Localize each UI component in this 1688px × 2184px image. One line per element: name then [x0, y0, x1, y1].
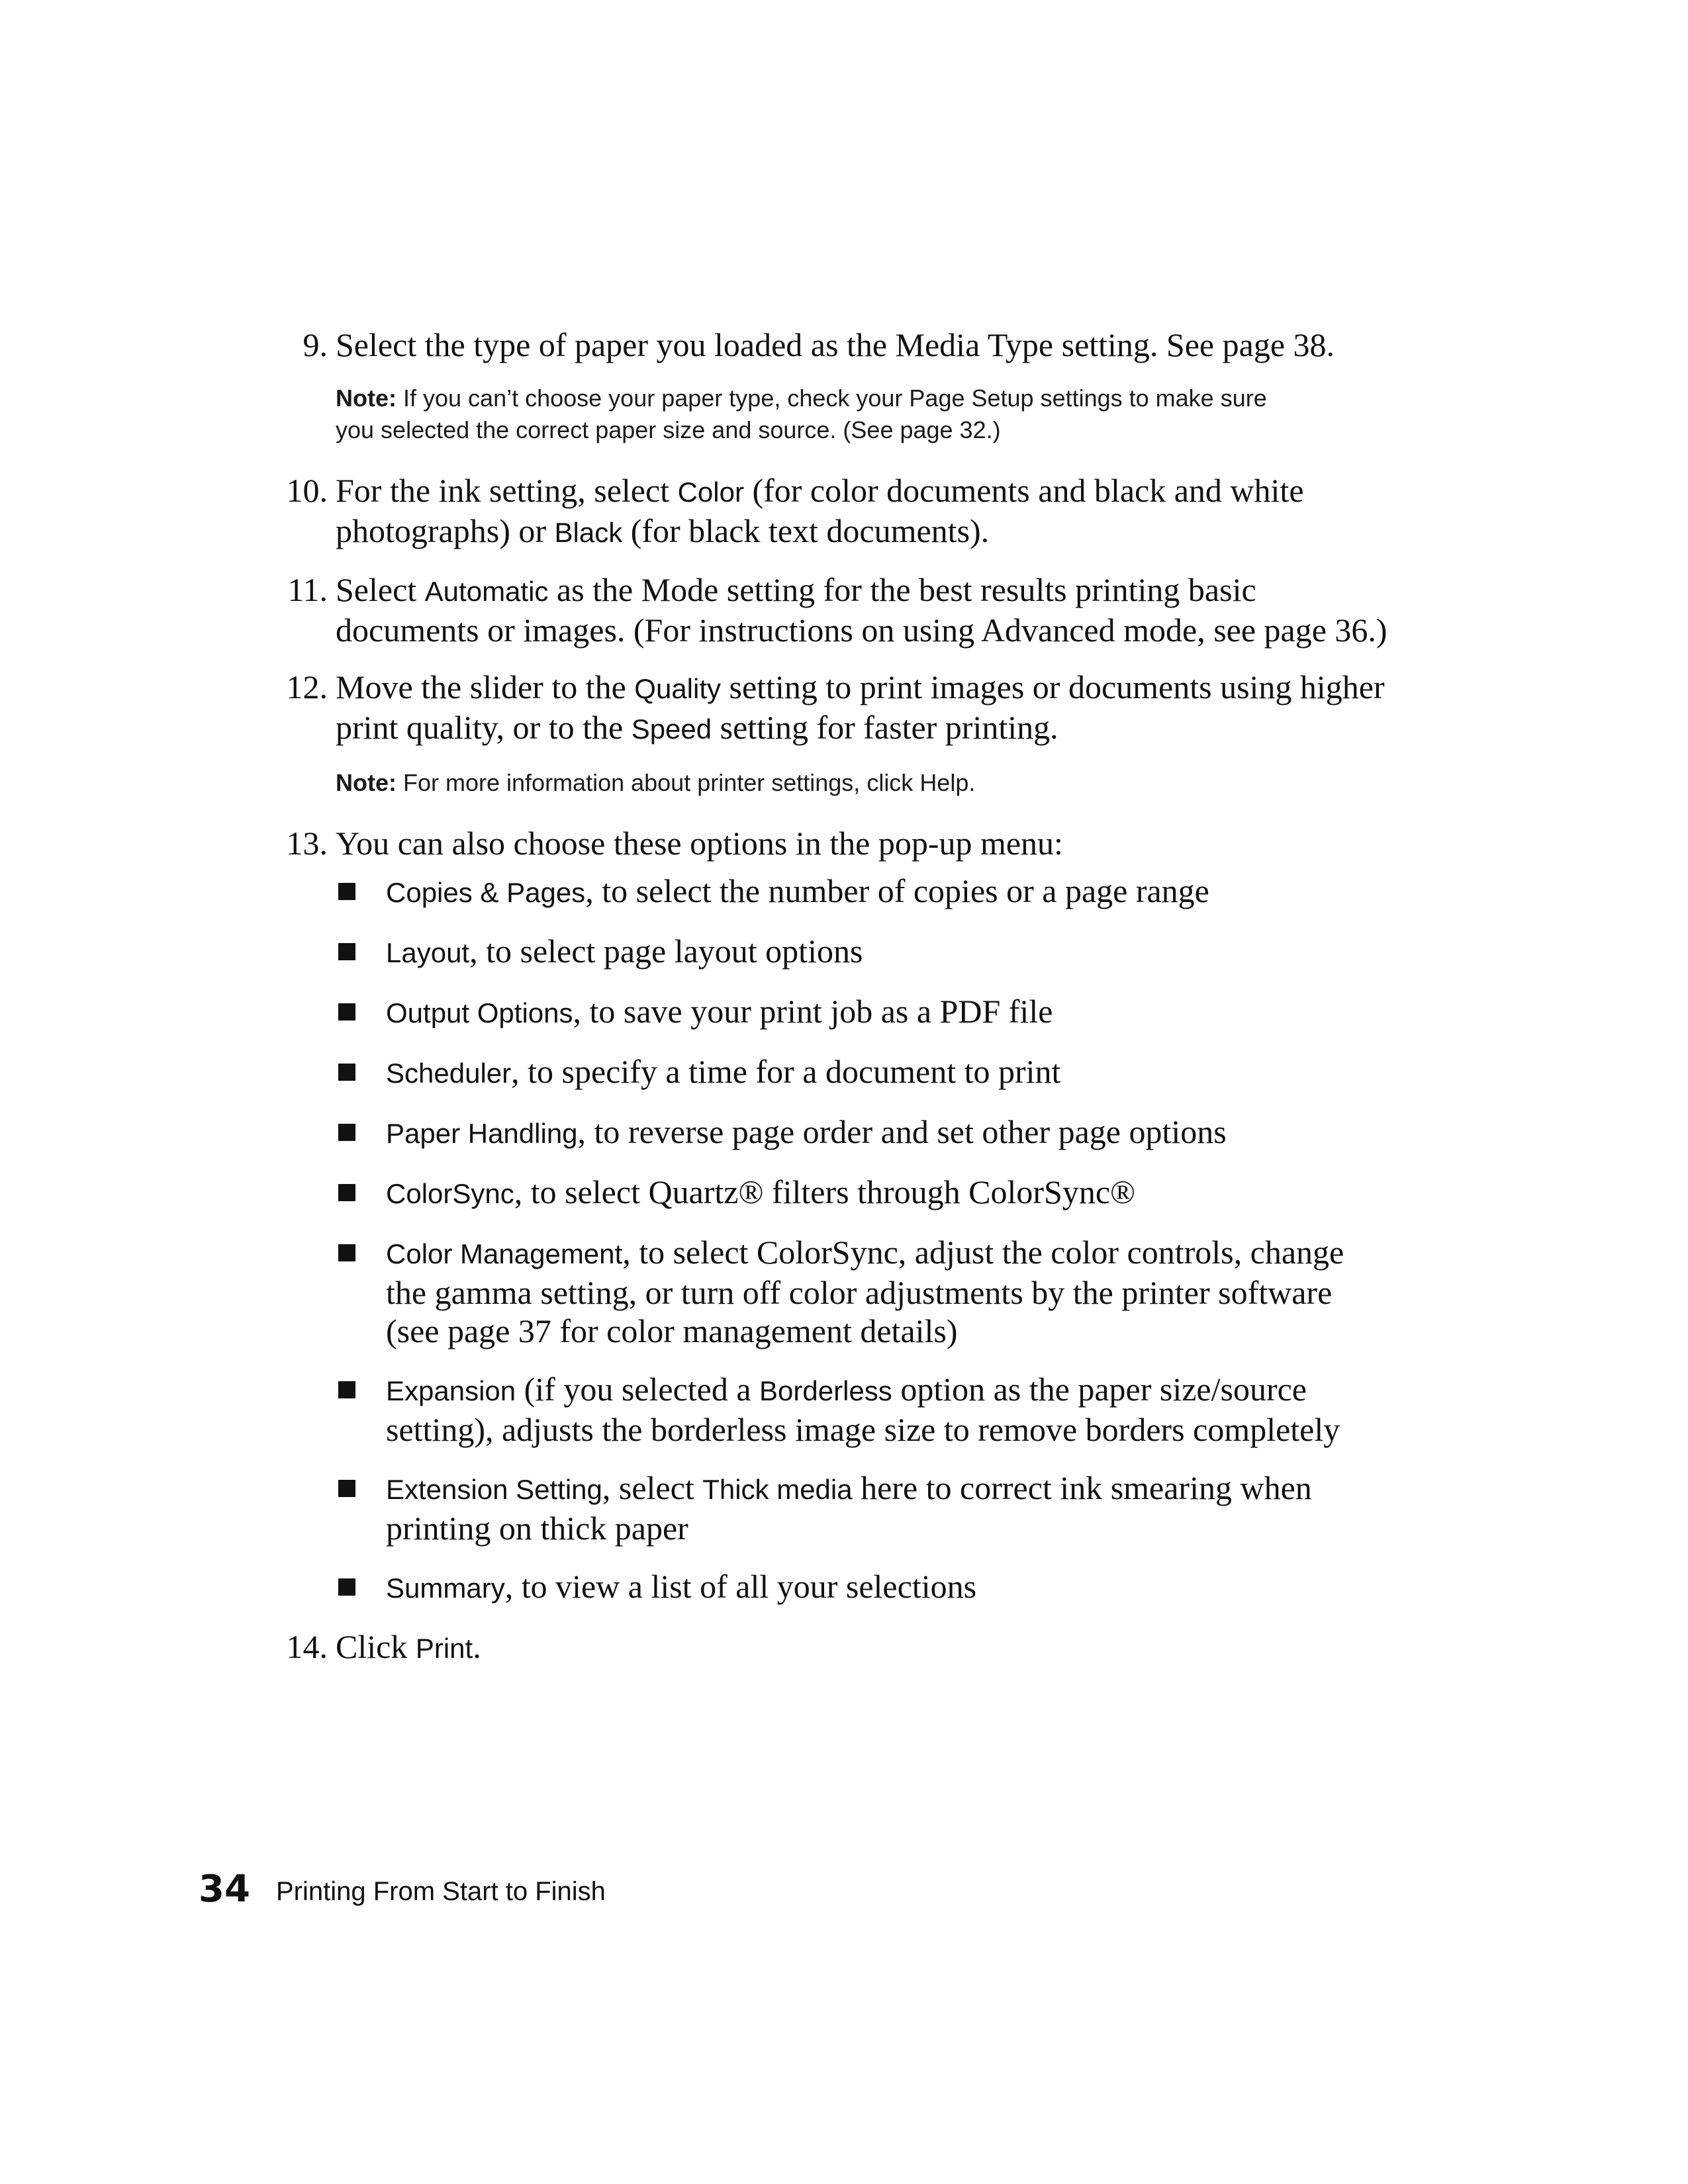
- square-bullet-icon: [338, 1381, 355, 1398]
- ui-term: Color Management: [386, 1238, 623, 1269]
- note-label: Note:: [336, 385, 397, 412]
- step-text-segment: Click: [336, 1628, 416, 1665]
- step-14: [281, 1627, 1407, 1668]
- item-text: (if you selected a: [516, 1371, 760, 1408]
- step-9: [281, 326, 1407, 364]
- square-bullet-icon: [338, 1003, 355, 1021]
- step-text: [336, 668, 1407, 749]
- step-text-segment: (for color documents and black and white photographs) or: [336, 472, 1304, 549]
- list-item: [336, 1370, 1366, 1449]
- item-text: , to select the number of copies or a page range: [585, 872, 1209, 909]
- page-number: 34: [199, 1868, 250, 1911]
- step-text-segment: You can also choose these options in the pop-up menu:: [336, 825, 1063, 862]
- ui-term-speed: Speed: [631, 713, 712, 745]
- step-text-segment: as the Mode setting for the best results printing basic documents or images. (For instructions on using Advanced mode, see page 36.): [336, 571, 1387, 649]
- note-text: If you can’t choose your paper type, check your Page Setup settings to make sure you selected the correct paper size and source. (See page 32.): [336, 385, 1267, 443]
- step-text: [336, 471, 1407, 552]
- step-number: 11.: [287, 571, 328, 608]
- square-bullet-icon: [338, 1064, 355, 1081]
- step-13: [281, 824, 1407, 862]
- note-text-end: .: [968, 769, 976, 796]
- step-text: [336, 824, 1407, 862]
- item-text: option as the paper size/source setting), adjusts the borderless image size to remove borders completely: [386, 1371, 1340, 1448]
- ui-term: Output Options: [386, 997, 573, 1028]
- step-text-segment: Select the type of paper you loaded as the Media Type setting. See page 38.: [336, 326, 1335, 363]
- step-text-segment: setting to print images or documents using higher print quality, or to the: [336, 668, 1385, 746]
- item-text: , to specify a time for a document to print: [511, 1053, 1061, 1090]
- step-number: 14.: [286, 1628, 328, 1665]
- list-item: [336, 1233, 1366, 1350]
- step-text-segment: For the ink setting, select: [336, 472, 678, 509]
- list-item: [336, 932, 1366, 972]
- item-text: here to correct ink smearing when printing on thick paper: [386, 1469, 1312, 1547]
- step-text: [336, 570, 1407, 649]
- step-text-segment: (for black text documents).: [622, 512, 990, 549]
- page-content: [281, 326, 1407, 1686]
- square-bullet-icon: [338, 1124, 355, 1141]
- list-item: [336, 1173, 1366, 1213]
- item-text: , to select ColorSync, adjust the color controls, change the gamma setting, or turn off color adjustments by the printer software (see page 37 for color management details): [386, 1234, 1344, 1349]
- step-11: [281, 570, 1407, 649]
- ui-term: Thick media: [702, 1474, 853, 1505]
- item-text: , to reverse page order and set other page options: [577, 1113, 1227, 1150]
- note-help: [336, 767, 1276, 799]
- ui-term: Layout: [386, 937, 470, 968]
- square-bullet-icon: [338, 1244, 355, 1261]
- ui-term: ColorSync: [386, 1178, 514, 1209]
- step-text-segment: .: [473, 1628, 481, 1665]
- ui-term: Summary: [386, 1572, 505, 1604]
- ui-term-help: Help: [919, 769, 969, 796]
- square-bullet-icon: [338, 1578, 355, 1596]
- list-item: [336, 1113, 1366, 1153]
- square-bullet-icon: [338, 943, 355, 960]
- ui-term-print: Print: [415, 1633, 473, 1664]
- step-text-segment: Select: [336, 571, 425, 608]
- step-number: 9.: [303, 326, 328, 363]
- item-text: , to view a list of all your selections: [504, 1568, 977, 1605]
- ui-term: Extension Setting: [386, 1474, 602, 1505]
- step-10: [281, 471, 1407, 552]
- square-bullet-icon: [338, 1184, 355, 1201]
- step-number: 10.: [286, 472, 328, 509]
- ui-term: Paper Handling: [386, 1118, 578, 1149]
- item-text: , to save your print job as a PDF file: [573, 993, 1053, 1030]
- step-number: 12.: [286, 668, 328, 705]
- item-text: , to select page layout options: [469, 933, 863, 970]
- step-number: 13.: [286, 825, 328, 862]
- ui-term-quality: Quality: [634, 673, 722, 704]
- list-item: [336, 872, 1366, 912]
- square-bullet-icon: [338, 1480, 355, 1497]
- step-text-segment: setting for faster printing.: [712, 709, 1058, 746]
- note-label: Note:: [336, 769, 397, 796]
- ui-term-automatic: Automatic: [424, 576, 549, 607]
- list-item: [336, 1052, 1366, 1093]
- item-text: , select: [602, 1469, 703, 1506]
- ui-term-color: Color: [677, 477, 744, 508]
- chapter-title: Printing From Start to Finish: [276, 1877, 606, 1906]
- item-text: , to select Quartz® filters through ColorSync®: [514, 1173, 1136, 1210]
- step-12: [281, 668, 1407, 749]
- ui-term: Copies & Pages: [386, 877, 586, 908]
- list-item: [336, 1567, 1366, 1608]
- popup-menu-options-list: [336, 872, 1407, 1608]
- ui-term: Scheduler: [386, 1058, 512, 1089]
- step-text: [336, 1627, 1407, 1668]
- ui-term-black: Black: [554, 517, 623, 548]
- ui-term: Borderless: [759, 1375, 892, 1406]
- list-item: [336, 1469, 1366, 1547]
- step-text: [336, 326, 1407, 364]
- ui-term: Expansion: [386, 1375, 516, 1406]
- note-paper-type: [336, 383, 1276, 446]
- list-item: [336, 992, 1366, 1032]
- note-text: For more information about printer settings, click: [397, 769, 920, 796]
- step-text-segment: Move the slider to the: [336, 668, 635, 705]
- square-bullet-icon: [338, 883, 355, 900]
